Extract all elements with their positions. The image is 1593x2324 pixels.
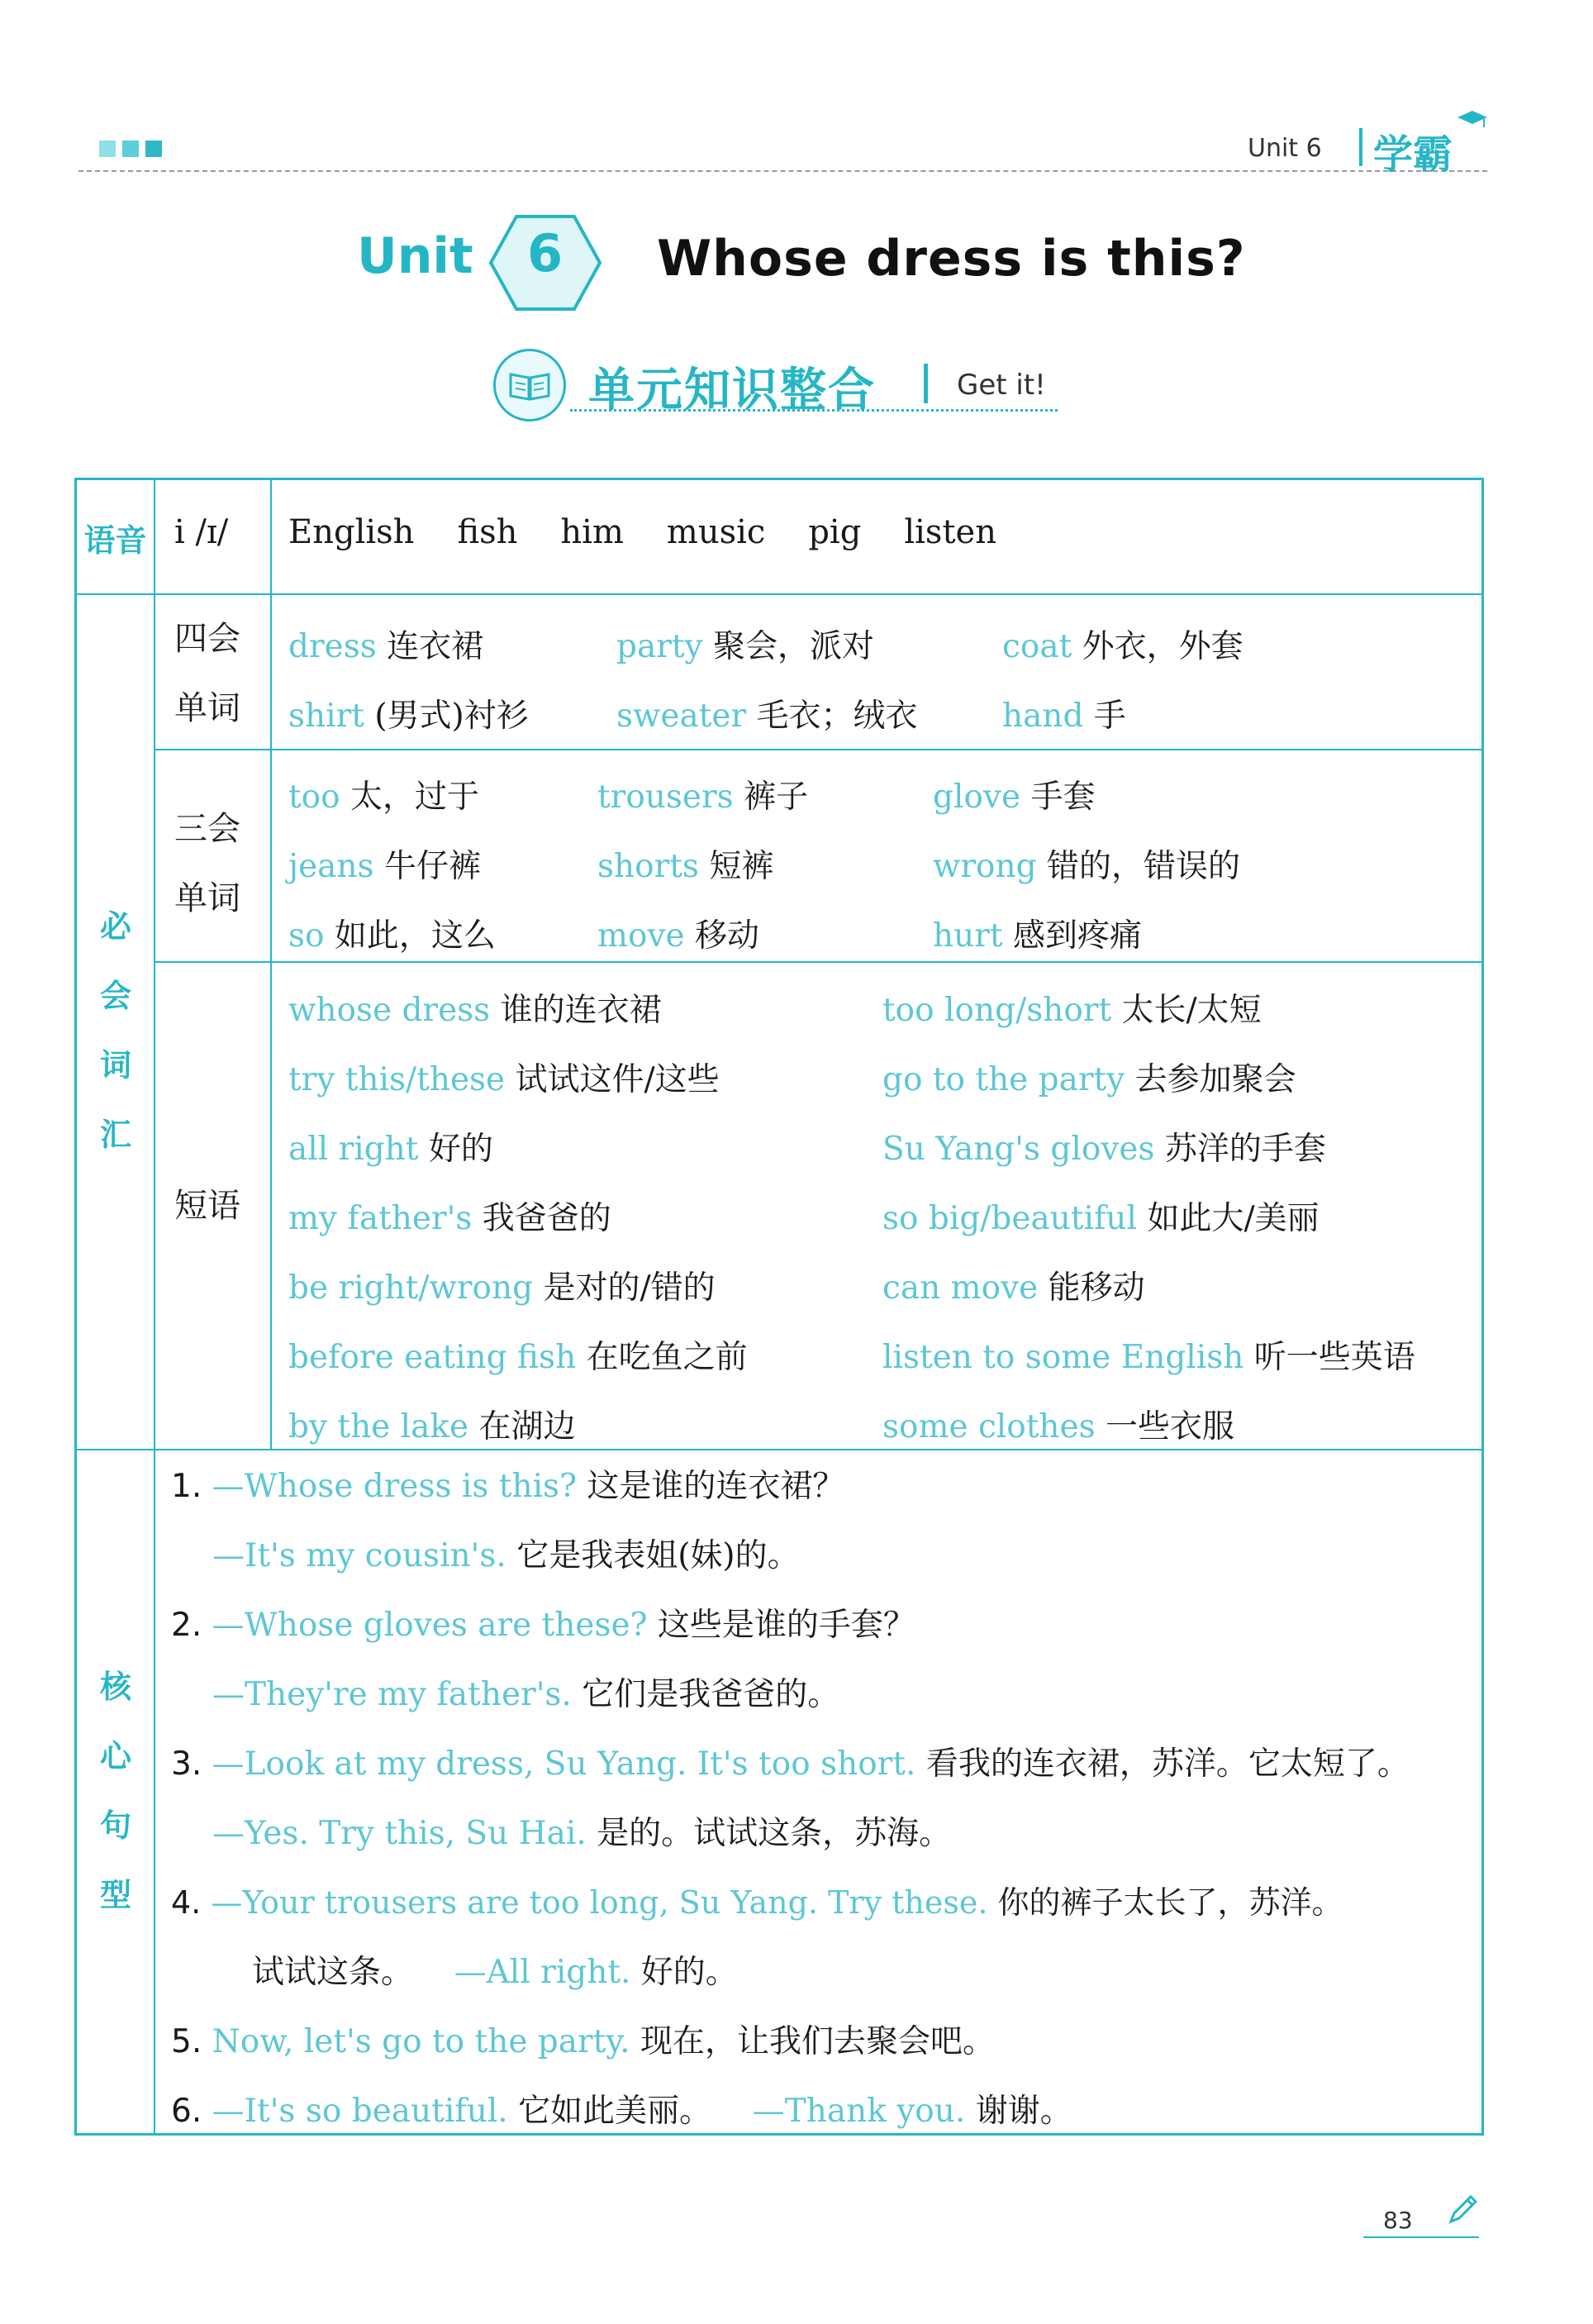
vocab-item: party 聚会，派对 (616, 628, 874, 665)
sentence-line: 3. —Look at my dress, Su Yang. It's too short. 看我的连衣裙，苏洋。它太短了。 (171, 1745, 1410, 1783)
header-decoration (99, 140, 162, 157)
vocab-item: glove 手套 (933, 779, 1096, 816)
vocab-item: shirt (男式)衬衫 (288, 698, 529, 735)
vocab-category: 必 会 词 汇 (99, 908, 131, 1153)
vocab-item: shorts 短裤 (597, 848, 774, 885)
sentence-line: 4. —Your trousers are too long, Su Yang. Try these. 你的裤子太长了，苏洋。 (171, 1884, 1343, 1921)
three-skill-label: 三会 单词 (174, 810, 240, 917)
vocab-item: too 太，过于 (288, 779, 480, 816)
vocab-item: hand 手 (1002, 698, 1126, 735)
phrase-item: whose dress 谁的连衣裙 (288, 992, 662, 1029)
book-icon (493, 349, 566, 421)
header-divider (78, 170, 1487, 172)
phrase-item: so big/beautiful 如此大/美丽 (882, 1200, 1320, 1237)
sentence-line: 试试这条。 —All right. 好的。 (252, 1954, 738, 1991)
page-title: Whose dress is this? (657, 230, 1246, 288)
phonetics-category: 语音 (83, 522, 147, 559)
phonetics-words (288, 513, 1039, 551)
sentence-category: 核 心 句 型 (99, 1669, 131, 1913)
phrase-item: before eating fish 在吃鱼之前 (288, 1339, 748, 1376)
phonetics-word: fish (457, 513, 518, 551)
phonetics-word: music (666, 513, 766, 551)
unit-word: Unit (357, 227, 473, 285)
phrase-item: my father's 我爸爸的 (288, 1200, 611, 1237)
phrase-item: by the lake 在湖边 (288, 1408, 576, 1445)
brand-logo: 学霸 (1373, 131, 1453, 178)
section-separator (924, 364, 928, 403)
vocab-item: dress 连衣裙 (288, 628, 484, 665)
phrase-item: some clothes 一些衣服 (882, 1408, 1235, 1445)
phrase-item: can move 能移动 (882, 1269, 1145, 1307)
pencil-icon (1444, 2192, 1481, 2228)
vocab-item: sweater 毛衣；绒衣 (616, 698, 918, 735)
vocab-item: coat 外衣，外套 (1002, 628, 1243, 665)
graduation-cap-icon (1456, 109, 1489, 129)
sentence-line: 1. —Whose dress is this? 这是谁的连衣裙？ (171, 1468, 845, 1505)
phonetics-word: him (560, 513, 624, 551)
phonetics-word: listen (904, 513, 996, 551)
vocab-item: jeans 牛仔裤 (288, 848, 481, 885)
sentence-line: 2. —Whose gloves are these? 这些是谁的手套？ (171, 1607, 915, 1644)
phrase-item: all right 好的 (288, 1131, 493, 1168)
phrases-label: 短语 (174, 1187, 240, 1225)
vocab-item: trousers 裤子 (597, 779, 809, 816)
sentence-line: 6. —It's so beautiful. 它如此美丽。 —Thank you. 谢谢。 (171, 2093, 1072, 2130)
phonetics-sound: i /ɪ/ (174, 513, 229, 551)
unit-number: 6 (527, 223, 563, 283)
phrase-item: listen to some English 听一些英语 (882, 1339, 1415, 1376)
knowledge-table (74, 478, 1484, 2136)
four-skill-label: 四会 单词 (174, 620, 240, 727)
section-underline (570, 409, 1058, 412)
phonetics-word: pig (808, 513, 862, 551)
section-subtitle: Get it! (957, 369, 1046, 402)
vocab-item: so 如此，这么 (288, 917, 496, 955)
phrase-item: be right/wrong 是对的/错的 (288, 1269, 716, 1307)
vocab-item: wrong 错的，错误的 (933, 848, 1241, 885)
page-number: 83 (1383, 2207, 1413, 2234)
sentence-line: —They're my father's. 它们是我爸爸的。 (212, 1676, 840, 1713)
vocab-item: move 移动 (597, 917, 759, 955)
sentence-line: —Yes. Try this, Su Hai. 是的。试试这条，苏海。 (212, 1815, 952, 1852)
vocab-item: hurt 感到疼痛 (933, 917, 1142, 955)
header-separator (1359, 128, 1362, 166)
sentence-line: 5. Now, let's go to the party. 现在，让我们去聚会吧。 (171, 2023, 995, 2060)
phrase-item: try this/these 试试这件/这些 (288, 1061, 720, 1098)
phrase-item: Su Yang's gloves 苏洋的手套 (882, 1131, 1326, 1168)
header-unit-label: Unit 6 (1248, 134, 1322, 163)
section-title: 单元知识整合 (588, 364, 876, 417)
page-number-underline (1363, 2236, 1479, 2238)
sentence-line: —It's my cousin's. 它是我表姐(妹)的。 (212, 1537, 800, 1574)
phrase-item: too long/short 太长/太短 (882, 992, 1262, 1029)
phonetics-word: English (288, 513, 415, 551)
phrase-item: go to the party 去参加聚会 (882, 1061, 1296, 1098)
